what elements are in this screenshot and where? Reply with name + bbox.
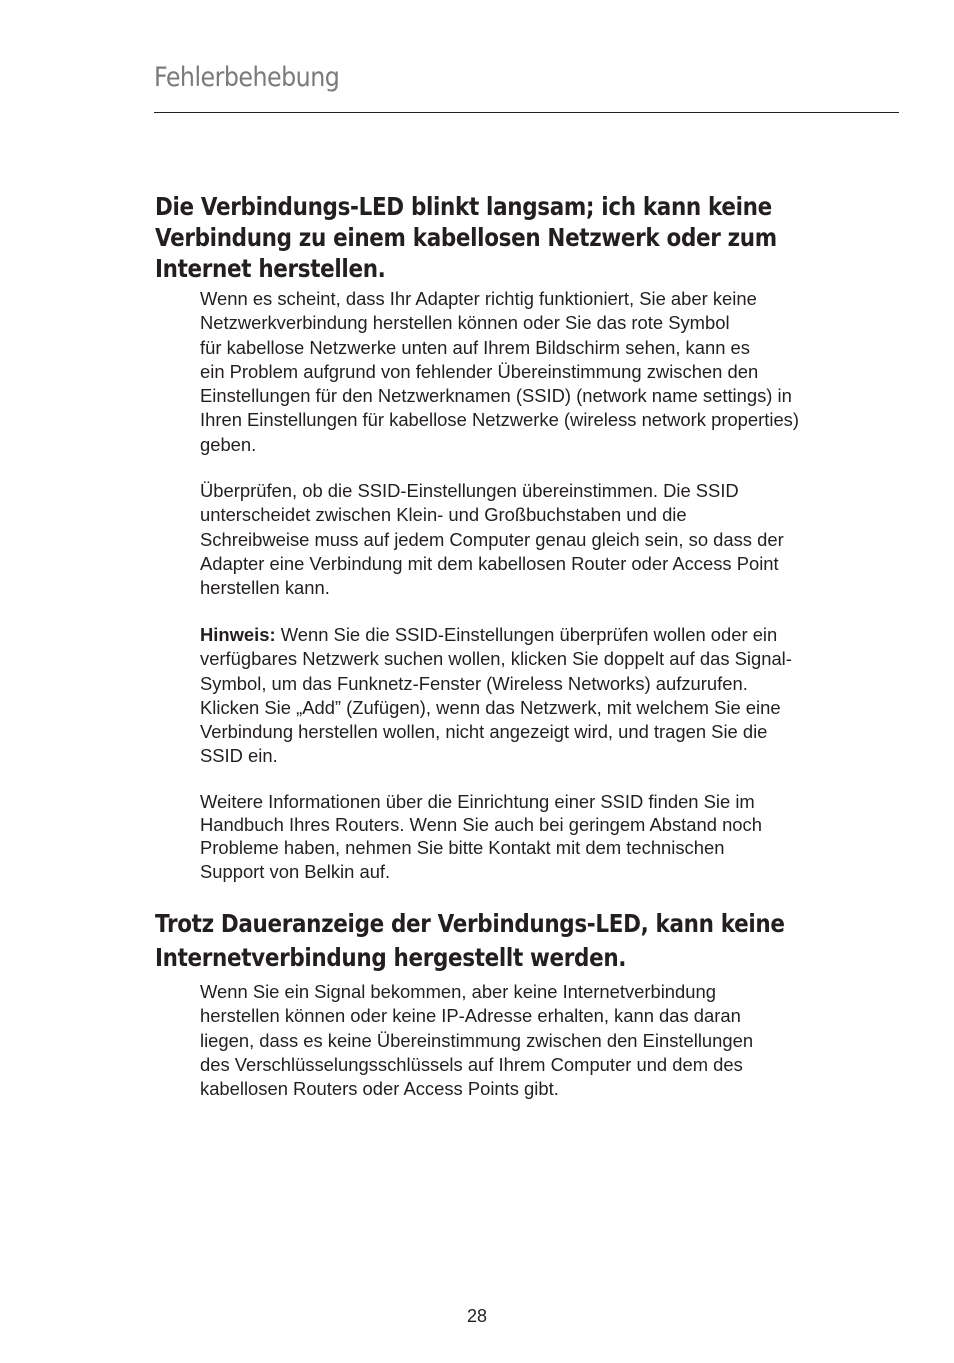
- text-line: unterscheidet zwischen Klein- und Großbuchstaben und die: [200, 504, 687, 526]
- text-line: herstellen kann.: [200, 577, 330, 599]
- text-line: ein Problem aufgrund von fehlender Übereinstimmung zwischen den: [200, 360, 759, 382]
- text-line: Verbindung herstellen wollen, nicht angezeigt wird, und tragen Sie die: [200, 721, 768, 743]
- text-line: Probleme haben, nehmen Sie bitte Kontakt mit dem technischen: [200, 837, 725, 859]
- text-line: Adapter eine Verbindung mit dem kabellosen Router oder Access Point: [200, 552, 779, 574]
- section-1-paragraph-1: [200, 287, 870, 457]
- text-line: Netzwerkverbindung herstellen können oder Sie das rote Symbol: [200, 312, 730, 334]
- text-line: Überprüfen, ob die SSID-Einstellungen übereinstimmen. Die SSID: [200, 480, 739, 501]
- heading-line: Trotz Daueranzeige der Verbindungs-LED, kann keine: [155, 909, 785, 938]
- text-line: Wenn Sie ein Signal bekommen, aber keine Internetverbindung: [200, 981, 716, 1002]
- text-line: Wenn es scheint, dass Ihr Adapter richtig funktioniert, Sie aber keine: [200, 288, 757, 309]
- note-label: Hinweis:: [200, 624, 276, 645]
- text-line: Ihren Einstellungen für kabellose Netzwerke (wireless network properties): [200, 409, 799, 431]
- section-1-paragraph-4: [200, 790, 870, 883]
- text-line: herstellen können oder keine IP-Adresse erhalten, kann das daran: [200, 1005, 741, 1027]
- section-1-heading: [155, 191, 843, 284]
- text-line: Schreibweise muss auf jedem Computer genau gleich sein, so dass der: [200, 528, 784, 550]
- text-line: Weitere Informationen über die Einrichtung einer SSID finden Sie im: [200, 791, 755, 812]
- text-line: [200, 623, 870, 647]
- section-2-heading: [155, 907, 843, 975]
- text-line: kabellosen Routers oder Access Points gibt.: [200, 1078, 559, 1100]
- section-2-paragraph-1: [200, 980, 870, 1101]
- text-line: SSID ein.: [200, 745, 278, 767]
- section-1-paragraph-2: [200, 479, 870, 600]
- text-line: Support von Belkin auf.: [200, 860, 391, 882]
- text-line: verfügbares Netzwerk suchen wollen, klicken Sie doppelt auf das Signal-: [200, 648, 792, 670]
- text-line: Handbuch Ihres Routers. Wenn Sie auch bei geringem Abstand noch: [200, 814, 762, 836]
- heading-line: Internet herstellen.: [155, 254, 386, 283]
- text-line: Klicken Sie „Add” (Zufügen), wenn das Netzwerk, mit welchem Sie eine: [200, 696, 781, 718]
- heading-line: Verbindung zu einem kabellosen Netzwerk oder zum: [155, 223, 777, 252]
- heading-line: Internetverbindung hergestellt werden.: [155, 943, 627, 972]
- page-number: 28: [466, 1306, 488, 1326]
- text-line: für kabellose Netzwerke unten auf Ihrem Bildschirm sehen, kann es: [200, 336, 750, 358]
- section-1-note: [200, 623, 870, 769]
- note-text: Wenn Sie die SSID-Einstellungen überprüfen wollen oder ein: [275, 624, 778, 645]
- heading-line: Die Verbindungs-LED blinkt langsam; ich kann keine: [155, 192, 772, 221]
- text-line: Symbol, um das Funknetz-Fenster (Wireless Networks) aufzurufen.: [200, 672, 748, 694]
- text-line: des Verschlüsselungsschlüssels auf Ihrem Computer und dem des: [200, 1053, 743, 1075]
- text-line: Einstellungen für den Netzwerknamen (SSID) (network name settings) in: [200, 385, 792, 407]
- page-header-title: Fehlerbehebung: [154, 62, 340, 93]
- header-divider: [154, 112, 899, 113]
- text-line: liegen, dass es keine Übereinstimmung zwischen den Einstellungen: [200, 1029, 754, 1051]
- text-line: geben.: [200, 433, 257, 455]
